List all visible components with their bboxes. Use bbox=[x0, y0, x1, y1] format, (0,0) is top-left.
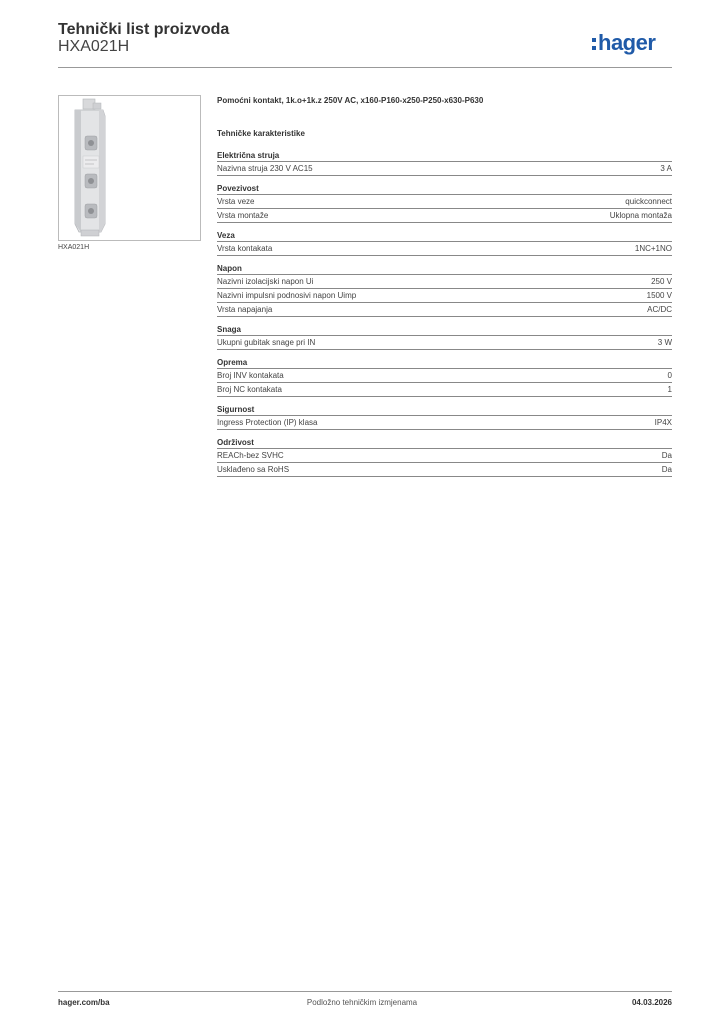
product-code: HXA021H bbox=[58, 38, 130, 55]
spec-label: Ingress Protection (IP) klasa bbox=[217, 418, 318, 427]
spec-row bbox=[217, 242, 672, 256]
spec-value: quickconnect bbox=[625, 197, 672, 206]
spec-value: Da bbox=[661, 465, 672, 474]
spec-row bbox=[217, 289, 672, 303]
spec-label: REACh-bez SVHC bbox=[217, 451, 284, 460]
spec-value: 1NC+1NO bbox=[634, 244, 672, 253]
spec-value: 1500 V bbox=[646, 291, 672, 300]
page-title: Tehnički list proizvoda bbox=[58, 21, 230, 38]
spec-row bbox=[217, 209, 672, 223]
spec-label: Broj INV kontakata bbox=[217, 371, 284, 380]
specifications bbox=[217, 95, 672, 484]
spec-value: 1 bbox=[667, 385, 672, 394]
spec-group-equipment bbox=[217, 357, 672, 397]
spec-group-safety bbox=[217, 404, 672, 430]
footer-date: 04.03.2026 bbox=[631, 998, 672, 1007]
spec-group-connectivity bbox=[217, 183, 672, 223]
spec-row bbox=[217, 383, 672, 397]
spec-value: Da bbox=[661, 451, 672, 460]
spec-row bbox=[217, 369, 672, 383]
spec-group-voltage bbox=[217, 263, 672, 317]
spec-label: Ukupni gubitak snage pri IN bbox=[217, 338, 316, 347]
spec-group-connection bbox=[217, 230, 672, 256]
logo-wordmark: hager bbox=[598, 30, 656, 55]
spec-label: Vrsta montaže bbox=[217, 211, 269, 220]
spec-label: Nazivni izolacijski napon Ui bbox=[217, 277, 314, 286]
product-image bbox=[58, 95, 201, 241]
group-title: Veza bbox=[217, 230, 672, 242]
group-title: Održivost bbox=[217, 437, 672, 449]
group-title: Napon bbox=[217, 263, 672, 275]
product-description: Pomoćni kontakt, 1k.o+1k.z 250V AC, x160-P160-x250-P250-x630-P630 bbox=[217, 96, 484, 105]
spec-group-sustainability bbox=[217, 437, 672, 477]
spec-row bbox=[217, 162, 672, 176]
spec-label: Vrsta napajanja bbox=[217, 305, 273, 314]
group-title: Oprema bbox=[217, 357, 672, 369]
spec-value: 3 A bbox=[660, 164, 672, 173]
group-title: Povezivost bbox=[217, 183, 672, 195]
spec-value: 3 W bbox=[657, 338, 672, 347]
spec-group-power bbox=[217, 324, 672, 350]
spec-label: Nazivna struja 230 V AC15 bbox=[217, 164, 313, 173]
auxiliary-contact-image-icon bbox=[59, 96, 200, 240]
spec-label: Usklađeno sa RoHS bbox=[217, 465, 290, 474]
logo-dots-icon bbox=[592, 38, 596, 50]
spec-row bbox=[217, 463, 672, 477]
spec-row bbox=[217, 275, 672, 289]
spec-value: Uklopna montaža bbox=[609, 211, 672, 220]
spec-row bbox=[217, 195, 672, 209]
spec-label: Vrsta veze bbox=[217, 197, 255, 206]
spec-row bbox=[217, 449, 672, 463]
spec-row bbox=[217, 336, 672, 350]
spec-group-electric-current bbox=[217, 150, 672, 176]
product-image-caption: HXA021H bbox=[58, 244, 90, 251]
spec-label: Nazivni impulsni podnosivi napon Uimp bbox=[217, 291, 357, 300]
section-heading: Tehničke karakteristike bbox=[217, 129, 305, 138]
spec-row bbox=[217, 303, 672, 317]
footer-notice: Podložno tehničkim izmjenama bbox=[306, 998, 418, 1007]
spec-value: 0 bbox=[667, 371, 672, 380]
spec-value: 250 V bbox=[651, 277, 672, 286]
group-title: Sigurnost bbox=[217, 404, 672, 416]
footer-website-link[interactable]: hager.com/ba bbox=[58, 998, 110, 1007]
spec-label: Vrsta kontakata bbox=[217, 244, 273, 253]
spec-value: AC/DC bbox=[647, 305, 672, 314]
spec-value: IP4X bbox=[654, 418, 672, 427]
group-title: Električna struja bbox=[217, 150, 672, 162]
footer-divider bbox=[58, 991, 672, 992]
hager-logo bbox=[592, 30, 655, 56]
header-divider bbox=[58, 67, 672, 68]
spec-label: Broj NC kontakata bbox=[217, 385, 282, 394]
spec-row bbox=[217, 416, 672, 430]
group-title: Snaga bbox=[217, 324, 672, 336]
